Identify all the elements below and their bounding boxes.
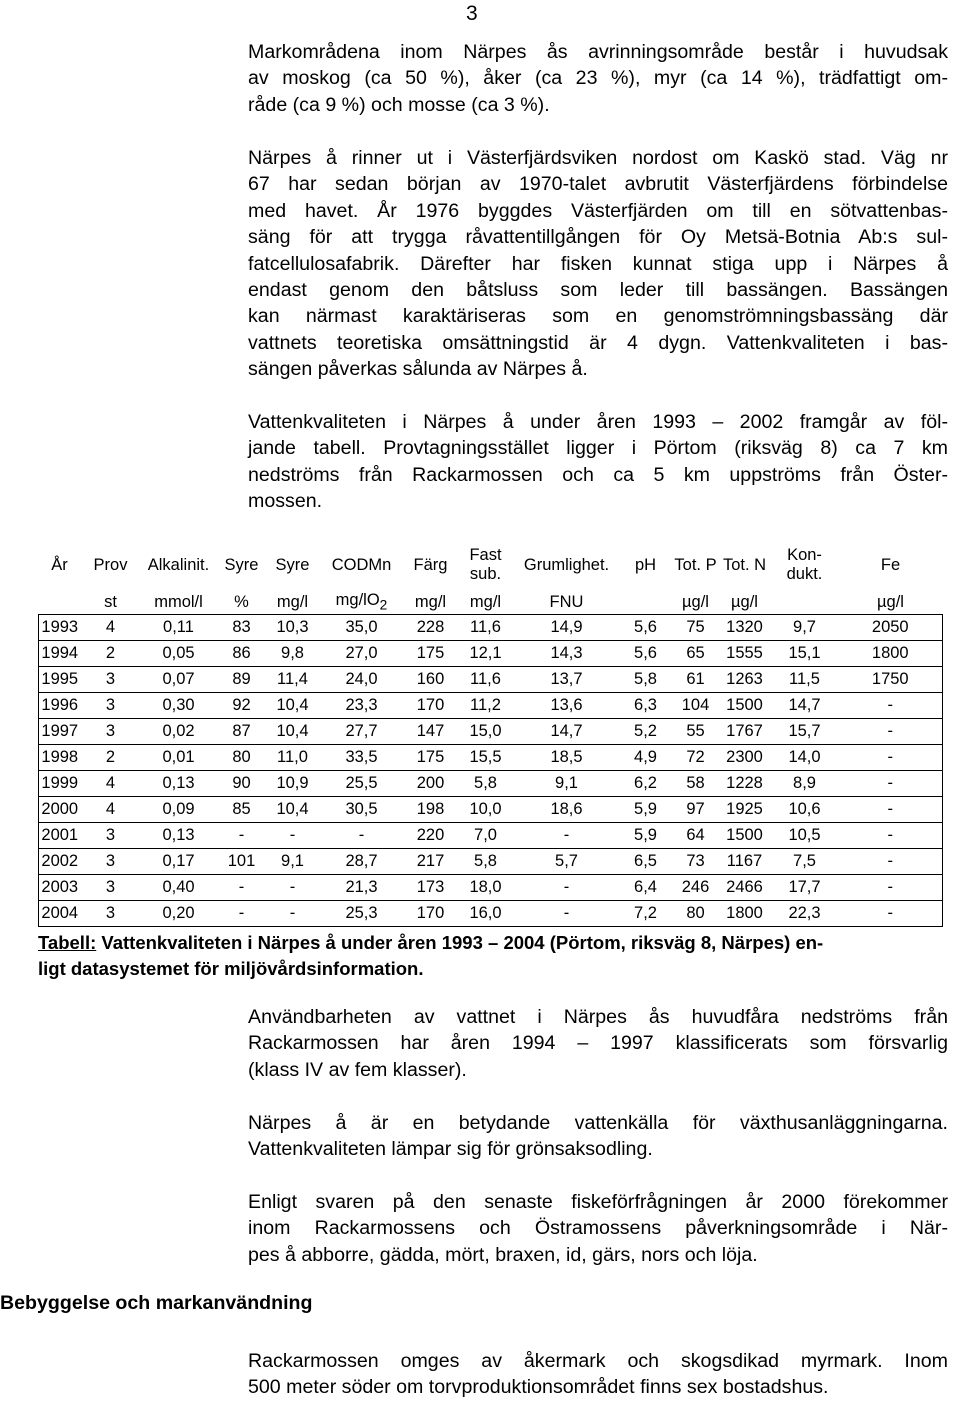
table-cell: - xyxy=(267,901,319,927)
table-cell: 198 xyxy=(405,797,457,823)
table-cell: - xyxy=(839,823,943,849)
column-header: Fe xyxy=(880,555,901,574)
table-cell: 1750 xyxy=(839,667,943,693)
table-cell: 11,4 xyxy=(267,667,319,693)
table-cell: 1800 xyxy=(719,901,771,927)
table-cell: 1263 xyxy=(719,667,771,693)
table-cell: 3 xyxy=(81,875,141,901)
column-header: Grumlighet. xyxy=(523,555,610,574)
table-cell: 87 xyxy=(217,719,267,745)
table-cell: 4 xyxy=(81,797,141,823)
table-cell: 2000 xyxy=(39,797,81,823)
table-cell: - xyxy=(839,849,943,875)
table-cell: 24,0 xyxy=(319,667,405,693)
table-cell: 14,0 xyxy=(771,745,839,771)
paragraph-line: Vattenkvaliteten i Närpes å under åren 1993 – 2002 framgår av föl- xyxy=(248,411,948,433)
table-cell: - xyxy=(515,823,619,849)
table-cell: 12,1 xyxy=(457,641,515,667)
table-cell: 228 xyxy=(405,615,457,641)
table-cell: 33,5 xyxy=(319,745,405,771)
table-cell: 6,4 xyxy=(619,875,673,901)
table-cell: 6,2 xyxy=(619,771,673,797)
table-cell: 75 xyxy=(673,615,719,641)
table-cell: 17,7 xyxy=(771,875,839,901)
table-cell: 5,2 xyxy=(619,719,673,745)
paragraph-line: med havet. År 1976 byggdes Västerfjärden om till en sötvattenbas- xyxy=(248,199,948,222)
table-cell: - xyxy=(267,823,319,849)
table-cell: 1925 xyxy=(719,797,771,823)
table-cell: 2 xyxy=(81,745,141,771)
table-cell: 10,4 xyxy=(267,719,319,745)
table-cell: 65 xyxy=(673,641,719,667)
column-unit: mg/l xyxy=(405,590,457,615)
table-cell: 0,02 xyxy=(141,719,217,745)
column-header: Kon-dukt. xyxy=(786,546,823,583)
table-cell: 0,30 xyxy=(141,693,217,719)
table-cell: 15,7 xyxy=(771,719,839,745)
caption-text-line1: Vattenkvaliteten i Närpes å under åren 1993 – 2004 (Pörtom, riksväg 8, Närpes) en- xyxy=(96,932,824,953)
column-unit: µg/l xyxy=(719,590,771,615)
table-cell: 0,13 xyxy=(141,823,217,849)
table-cell: 8,9 xyxy=(771,771,839,797)
table-cell: 64 xyxy=(673,823,719,849)
table-cell: 10,0 xyxy=(457,797,515,823)
column-header: Syre xyxy=(275,555,310,574)
table-cell: - xyxy=(839,771,943,797)
table-cell: 3 xyxy=(81,849,141,875)
table-cell: 5,7 xyxy=(515,849,619,875)
table-cell: 246 xyxy=(673,875,719,901)
table-cell: 14,7 xyxy=(771,693,839,719)
table-cell: 1997 xyxy=(39,719,81,745)
paragraph-line: sängen påverkas sålunda av Närpes å. xyxy=(248,358,588,381)
table-cell: 1167 xyxy=(719,849,771,875)
table-cell: 15,0 xyxy=(457,719,515,745)
paragraph-line: pes å abborre, gädda, mört, braxen, id, gärs, nors och löja. xyxy=(248,1243,758,1266)
table-cell: 11,6 xyxy=(457,667,515,693)
paragraph-line: Rackarmossen har åren 1994 – 1997 klassificerats som försvarlig xyxy=(248,1032,948,1055)
table-cell: - xyxy=(839,693,943,719)
paragraph-water-quality-intro xyxy=(248,409,948,515)
table-cell: - xyxy=(839,797,943,823)
paragraph-water-source xyxy=(248,1110,948,1163)
paragraph-line: säng för att trygga råvattentillgången för Oy Metsä-Botnia Ab:s sul- xyxy=(248,226,948,249)
table-cell: 1800 xyxy=(839,641,943,667)
paragraph-line: Enligt svaren på den senaste fiskeförfrågningen år 2000 förekommer xyxy=(248,1191,948,1213)
table-cell: 7,2 xyxy=(619,901,673,927)
table-cell: 5,6 xyxy=(619,641,673,667)
table-cell: 83 xyxy=(217,615,267,641)
table-cell: 2001 xyxy=(39,823,81,849)
table-cell: 10,3 xyxy=(267,615,319,641)
paragraph-line: 67 har sedan början av 1970-talet avbrutit Västerfjärdens förbindelse xyxy=(248,173,948,196)
table-caption xyxy=(38,930,948,982)
table-cell: - xyxy=(217,901,267,927)
table-cell: 10,4 xyxy=(267,797,319,823)
table-cell: 9,1 xyxy=(267,849,319,875)
table-row xyxy=(39,901,943,927)
column-header: Tot. N xyxy=(722,555,767,574)
table-cell: 28,7 xyxy=(319,849,405,875)
table-cell: 80 xyxy=(217,745,267,771)
table-cell: 2466 xyxy=(719,875,771,901)
paragraph-line: Närpes å är en betydande vattenkälla för växthusanläggningarna. xyxy=(248,1112,948,1134)
table-cell: 16,0 xyxy=(457,901,515,927)
table-row xyxy=(39,771,943,797)
table-cell: - xyxy=(217,823,267,849)
table-row xyxy=(39,719,943,745)
paragraph-line: Vattenkvaliteten lämpar sig för grönsaksodling. xyxy=(248,1138,653,1161)
table-cell: 5,8 xyxy=(619,667,673,693)
paragraph-line: av moskog (ca 50 %), åker (ca 23 %), myr (ca 14 %), trädfattigt om- xyxy=(248,67,948,90)
paragraph-line: Rackarmossen omges av åkermark och skogsdikad myrmark. Inom xyxy=(248,1350,948,1372)
table-cell: - xyxy=(839,719,943,745)
page-number: 3 xyxy=(466,2,478,25)
table-cell: 1994 xyxy=(39,641,81,667)
table-cell: 1995 xyxy=(39,667,81,693)
paragraph-line: mossen. xyxy=(248,490,323,513)
table-cell: 5,9 xyxy=(619,797,673,823)
table-cell: 22,3 xyxy=(771,901,839,927)
table-row xyxy=(39,849,943,875)
table-cell: 4 xyxy=(81,615,141,641)
table-cell: 173 xyxy=(405,875,457,901)
table-row xyxy=(39,823,943,849)
table-cell: 10,6 xyxy=(771,797,839,823)
column-header: pH xyxy=(634,555,657,574)
paragraph-line: råde (ca 9 %) och mosse (ca 3 %). xyxy=(248,93,550,116)
paragraph-land-use xyxy=(248,39,948,118)
table-cell: 90 xyxy=(217,771,267,797)
table-cell: 73 xyxy=(673,849,719,875)
table-cell: 25,5 xyxy=(319,771,405,797)
table-cell: 220 xyxy=(405,823,457,849)
table-cell: 11,0 xyxy=(267,745,319,771)
table-cell: 5,8 xyxy=(457,771,515,797)
table-cell: 200 xyxy=(405,771,457,797)
water-quality-table xyxy=(38,540,943,927)
table-cell: 11,2 xyxy=(457,693,515,719)
table-cell: 14,9 xyxy=(515,615,619,641)
table-cell: 21,3 xyxy=(319,875,405,901)
table-cell: 23,3 xyxy=(319,693,405,719)
table-cell: 9,8 xyxy=(267,641,319,667)
table-cell: 160 xyxy=(405,667,457,693)
paragraph-line: Markområdena inom Närpes ås avrinningsområde består i huvudsak xyxy=(248,41,948,63)
paragraph-line: inom Rackarmossens och Östramossens påverkningsområde i När- xyxy=(248,1217,948,1240)
column-unit: mmol/l xyxy=(141,590,217,615)
table-cell: 0,11 xyxy=(141,615,217,641)
column-header: År xyxy=(51,555,68,574)
table-cell: 175 xyxy=(405,641,457,667)
table-cell: 7,5 xyxy=(771,849,839,875)
paragraph-line: Närpes å rinner ut i Västerfjärdsviken nordost om Kaskö stad. Väg nr xyxy=(248,147,948,169)
table-cell: 0,13 xyxy=(141,771,217,797)
table-cell: 1555 xyxy=(719,641,771,667)
table-cell: 5,8 xyxy=(457,849,515,875)
subscript: 2 xyxy=(379,597,388,613)
table-row xyxy=(39,797,943,823)
paragraph-line: Användbarheten av vattnet i Närpes ås huvudfåra nedströms från xyxy=(248,1006,948,1028)
table-cell: 18,5 xyxy=(515,745,619,771)
table-cell: 101 xyxy=(217,849,267,875)
table-cell: 175 xyxy=(405,745,457,771)
column-unit xyxy=(39,590,81,615)
column-header: Alkalinit. xyxy=(147,555,210,574)
table-cell: 2003 xyxy=(39,875,81,901)
column-unit: % xyxy=(217,590,267,615)
column-unit xyxy=(619,590,673,615)
table-cell: 35,0 xyxy=(319,615,405,641)
table-cell: - xyxy=(839,875,943,901)
table-cell: 86 xyxy=(217,641,267,667)
column-unit: FNU xyxy=(515,590,619,615)
table-cell: 0,07 xyxy=(141,667,217,693)
table-cell: 0,01 xyxy=(141,745,217,771)
paragraph-line: kan närmast karaktäriseras som en genomströmningsbassäng där xyxy=(248,305,948,328)
paragraph-fish-survey xyxy=(248,1189,948,1268)
table-cell: 4 xyxy=(81,771,141,797)
table-cell: 58 xyxy=(673,771,719,797)
table-cell: 10,5 xyxy=(771,823,839,849)
table-cell: 1320 xyxy=(719,615,771,641)
table-cell: 92 xyxy=(217,693,267,719)
table-cell: 1996 xyxy=(39,693,81,719)
table-row xyxy=(39,615,943,641)
column-header: Tot. P xyxy=(674,555,717,574)
table-cell: 0,17 xyxy=(141,849,217,875)
paragraph-line: endast genom den båtsluss som leder till bassängen. Bassängen xyxy=(248,279,948,302)
table-cell: 9,7 xyxy=(771,615,839,641)
column-header: Färg xyxy=(413,555,448,574)
table-cell: - xyxy=(839,901,943,927)
table-cell: 2004 xyxy=(39,901,81,927)
paragraph-line: 500 meter söder om torvproduktionsområdet finns sex bostadshus. xyxy=(248,1376,829,1399)
table-cell: 80 xyxy=(673,901,719,927)
table-cell: 9,1 xyxy=(515,771,619,797)
column-header: Syre xyxy=(224,555,259,574)
table-cell: 2002 xyxy=(39,849,81,875)
table-cell: 15,5 xyxy=(457,745,515,771)
table-cell: 2050 xyxy=(839,615,943,641)
paragraph-line: jande tabell. Provtagningsstället ligger i Pörtom (riksväg 8) ca 7 km xyxy=(248,437,948,460)
table-cell: 27,7 xyxy=(319,719,405,745)
table-cell: 72 xyxy=(673,745,719,771)
table-cell: 18,6 xyxy=(515,797,619,823)
table-body xyxy=(39,615,943,927)
table-cell: 15,1 xyxy=(771,641,839,667)
paragraph-river-outlet xyxy=(248,145,948,383)
column-unit: µg/l xyxy=(673,590,719,615)
table-cell: 1999 xyxy=(39,771,81,797)
column-header: Fast sub. xyxy=(469,546,502,583)
column-unit: st xyxy=(81,590,141,615)
table-cell: 1998 xyxy=(39,745,81,771)
water-quality-table-container xyxy=(38,540,942,927)
table-row xyxy=(39,667,943,693)
table-cell: 1993 xyxy=(39,615,81,641)
table-cell: 85 xyxy=(217,797,267,823)
table-cell: 11,6 xyxy=(457,615,515,641)
paragraph-line: nedströms från Rackarmossen och ca 5 km uppströms från Öster- xyxy=(248,463,948,486)
table-cell: 6,5 xyxy=(619,849,673,875)
table-cell: 1228 xyxy=(719,771,771,797)
column-header: CODMn xyxy=(331,555,392,574)
table-cell: 170 xyxy=(405,901,457,927)
table-cell: 27,0 xyxy=(319,641,405,667)
table-cell: 18,0 xyxy=(457,875,515,901)
table-cell: 7,0 xyxy=(457,823,515,849)
table-cell: 147 xyxy=(405,719,457,745)
table-cell: 217 xyxy=(405,849,457,875)
table-cell: 5,6 xyxy=(619,615,673,641)
table-unit-row xyxy=(39,590,943,615)
table-cell: - xyxy=(515,875,619,901)
table-row xyxy=(39,641,943,667)
table-cell: 89 xyxy=(217,667,267,693)
table-cell: 3 xyxy=(81,693,141,719)
section-heading-land-use: Bebyggelse och markanvändning xyxy=(0,1292,313,1314)
table-cell: 2300 xyxy=(719,745,771,771)
table-cell: 11,5 xyxy=(771,667,839,693)
column-header: Prov xyxy=(93,555,128,574)
table-cell: 30,5 xyxy=(319,797,405,823)
table-row xyxy=(39,745,943,771)
table-cell: 6,3 xyxy=(619,693,673,719)
table-cell: 170 xyxy=(405,693,457,719)
table-header-row xyxy=(39,540,943,590)
column-unit xyxy=(771,590,839,615)
table-cell: - xyxy=(839,745,943,771)
table-cell: 13,7 xyxy=(515,667,619,693)
table-cell: - xyxy=(217,875,267,901)
table-cell: 13,6 xyxy=(515,693,619,719)
table-cell: 0,40 xyxy=(141,875,217,901)
table-cell: 3 xyxy=(81,901,141,927)
table-cell: 3 xyxy=(81,667,141,693)
table-cell: 1500 xyxy=(719,823,771,849)
table-cell: 10,4 xyxy=(267,693,319,719)
paragraph-line: (klass IV av fem klasser). xyxy=(248,1058,467,1081)
column-unit: $mg/lO_2$ xyxy=(319,590,405,615)
table-cell: 104 xyxy=(673,693,719,719)
table-row xyxy=(39,875,943,901)
caption-label: Tabell: xyxy=(38,932,97,953)
table-cell: 55 xyxy=(673,719,719,745)
table-cell: 14,7 xyxy=(515,719,619,745)
table-cell: 3 xyxy=(81,823,141,849)
table-cell: - xyxy=(319,823,405,849)
column-unit: mg/l xyxy=(267,590,319,615)
table-row xyxy=(39,693,943,719)
table-cell: 0,20 xyxy=(141,901,217,927)
table-cell: 1767 xyxy=(719,719,771,745)
paragraph-line: fatcellulosafabrik. Därefter har fisken kunnat stiga upp i Närpes å xyxy=(248,252,948,275)
paragraph-line: vattnets teoretiska omsättningstid är 4 dygn. Vattenkvaliteten i bas- xyxy=(248,331,948,354)
table-cell: 3 xyxy=(81,719,141,745)
column-unit: µg/l xyxy=(839,590,943,615)
paragraph-surroundings xyxy=(248,1348,948,1401)
table-cell: 2 xyxy=(81,641,141,667)
column-unit: mg/l xyxy=(457,590,515,615)
table-cell: 10,9 xyxy=(267,771,319,797)
table-cell: - xyxy=(515,901,619,927)
table-cell: - xyxy=(267,875,319,901)
table-cell: 4,9 xyxy=(619,745,673,771)
caption-text-line2: ligt datasystemet för miljövårdsinformation. xyxy=(38,958,424,979)
table-cell: 14,3 xyxy=(515,641,619,667)
table-cell: 0,09 xyxy=(141,797,217,823)
table-cell: 5,9 xyxy=(619,823,673,849)
table-cell: 61 xyxy=(673,667,719,693)
table-cell: 0,05 xyxy=(141,641,217,667)
table-cell: 25,3 xyxy=(319,901,405,927)
table-cell: 97 xyxy=(673,797,719,823)
table-cell: 1500 xyxy=(719,693,771,719)
paragraph-usability xyxy=(248,1004,948,1083)
